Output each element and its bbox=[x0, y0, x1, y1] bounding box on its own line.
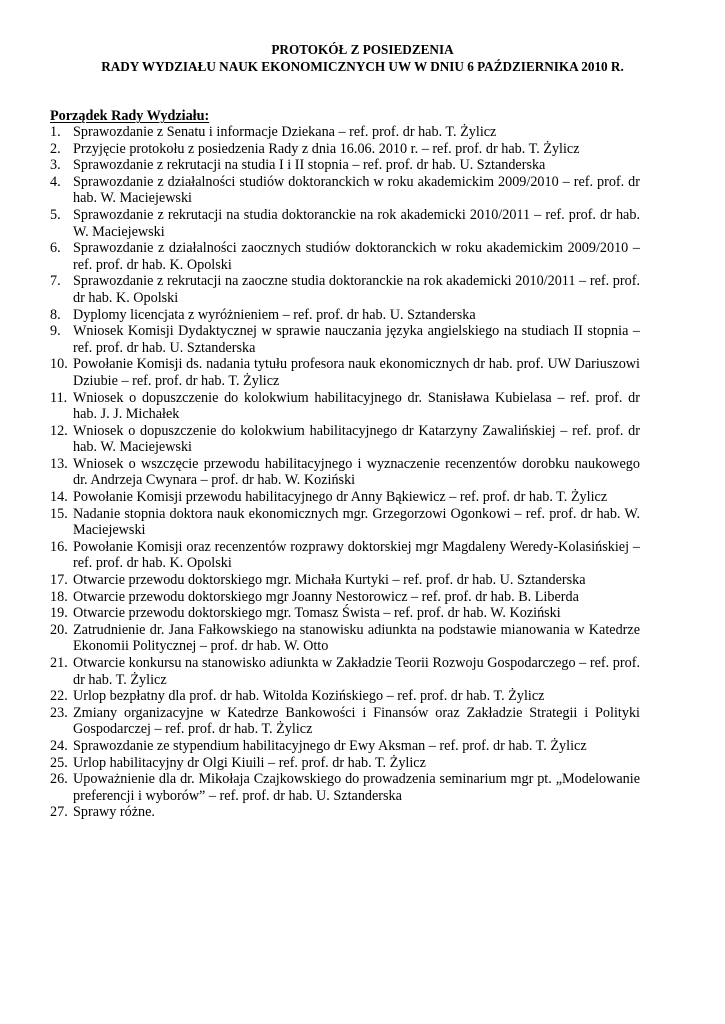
agenda-item-text: Dyplomy licencjata z wyróżnieniem – ref. prof. dr hab. U. Sztanderska bbox=[73, 306, 476, 323]
agenda-item-text: Sprawozdanie z Senatu i informacje Dziekana – ref. prof. dr hab. T. Żylicz bbox=[73, 124, 497, 140]
agenda-item bbox=[50, 539, 640, 572]
agenda-item-text: Otwarcie przewodu doktorskiego mgr. Tomasz Śwista – ref. prof. dr hab. W. Koziński bbox=[73, 605, 561, 622]
agenda-item bbox=[50, 157, 640, 174]
agenda-item-number: 12. bbox=[50, 422, 68, 439]
agenda-list bbox=[50, 124, 640, 821]
agenda-item-text: Wniosek Komisji Dydaktycznej w sprawie nauczania języka angielskiego na studiach II stopnia – ref. prof. dr hab. U. Sztanderska bbox=[73, 323, 640, 356]
agenda-item bbox=[50, 705, 640, 738]
agenda-item bbox=[50, 141, 640, 158]
agenda-item-text: Sprawozdanie z rekrutacji na zaoczne studia doktoranckie na rok akademicki 2010/2011 – ref. prof. dr hab. K. Opolski bbox=[73, 273, 640, 306]
agenda-item-text: Nadanie stopnia doktora nauk ekonomicznych mgr. Grzegorzowi Ogonkowi – ref. prof. dr hab. W. Maciejewski bbox=[73, 505, 640, 539]
agenda-item-number: 8. bbox=[50, 306, 61, 323]
agenda-item-text: Przyjęcie protokołu z posiedzenia Rady z dnia 16.06. 2010 r. – ref. prof. dr hab. T. Żylicz bbox=[73, 140, 580, 157]
agenda-item bbox=[50, 572, 640, 589]
agenda-item-text: Sprawy różne. bbox=[73, 804, 155, 821]
agenda-item-text: Urlop habilitacyjny dr Olgi Kiuili – ref. prof. dr hab. T. Żylicz bbox=[73, 754, 426, 771]
document-title-line-2: RADY WYDZIAŁU NAUK EKONOMICZNYCH UW W DNIU 6 PAŹDZIERNIKA 2010 R. bbox=[101, 59, 624, 74]
agenda-item-number: 25. bbox=[50, 754, 68, 771]
agenda-item-text: Powołanie Komisji oraz recenzentów rozprawy doktorskiej mgr Magdaleny Weredy-Kolasińskiej – ref. prof. dr hab. K. Opolski bbox=[73, 538, 640, 572]
agenda-item bbox=[50, 655, 640, 688]
agenda-item-number: 11. bbox=[50, 389, 68, 406]
agenda-item bbox=[50, 771, 640, 804]
agenda-item-text: Powołanie Komisji ds. nadania tytułu profesora nauk ekonomicznych dr hab. prof. UW Dariuszowi Dziubie – ref. prof. dr hab. T. Żylicz bbox=[73, 356, 640, 389]
agenda-item-number: 17. bbox=[50, 572, 68, 589]
agenda-item-text: Sprawozdanie ze stypendium habilitacyjnego dr Ewy Aksman – ref. prof. dr hab. T. Żylicz bbox=[73, 737, 587, 754]
agenda-item-number: 19. bbox=[50, 605, 68, 622]
agenda-item bbox=[50, 804, 640, 821]
agenda-item-number: 7. bbox=[50, 273, 61, 290]
agenda-item bbox=[50, 356, 640, 389]
agenda-item-text: Sprawozdanie z rekrutacji na studia doktoranckie na rok akademicki 2010/2011 – ref. prof. dr hab. W. Maciejewski bbox=[73, 206, 640, 240]
agenda-item-text: Wniosek o dopuszczenie do kolokwium habilitacyjnego dr. Stanisława Kubielasa – ref. prof. dr hab. J. J. Michałek bbox=[73, 389, 640, 423]
agenda-item-text: Zatrudnienie dr. Jana Fałkowskiego na stanowisku adiunkta na podstawie mianowania w Katedrze Ekonomii Politycznej – prof. dr hab. W. Otto bbox=[73, 621, 640, 655]
agenda-item bbox=[50, 738, 640, 755]
agenda-item-text: Sprawozdanie z rekrutacji na studia I i II stopnia – ref. prof. dr hab. U. Sztanderska bbox=[73, 157, 546, 174]
agenda-item bbox=[50, 273, 640, 306]
agenda-item bbox=[50, 506, 640, 539]
agenda-item-number: 10. bbox=[50, 356, 68, 373]
agenda-item-number: 27. bbox=[50, 804, 68, 821]
agenda-item bbox=[50, 307, 640, 324]
agenda-item-number: 9. bbox=[50, 323, 61, 340]
agenda-item-number: 23. bbox=[50, 704, 68, 721]
agenda-item-number: 18. bbox=[50, 588, 68, 605]
agenda-item bbox=[50, 589, 640, 606]
agenda-item bbox=[50, 390, 640, 423]
agenda-heading: Porządek Rady Wydziału: bbox=[50, 108, 210, 124]
agenda-item-number: 3. bbox=[50, 157, 61, 174]
agenda-item-text: Upoważnienie dla dr. Mikołaja Czajkowskiego do prowadzenia seminarium mgr pt. „Modelowanie preferencji i wyborów” – ref. prof. dr hab. U. Sztanderska bbox=[73, 771, 640, 804]
agenda-item-text: Powołanie Komisji przewodu habilitacyjnego dr Anny Bąkiewicz – ref. prof. dr hab. T. Żylicz bbox=[73, 489, 608, 506]
agenda-item-number: 6. bbox=[50, 240, 61, 257]
agenda-item-number: 26. bbox=[50, 771, 68, 788]
agenda-item bbox=[50, 688, 640, 705]
agenda-item-number: 15. bbox=[50, 505, 68, 522]
agenda-item bbox=[50, 456, 640, 489]
agenda-item bbox=[50, 323, 640, 356]
agenda-item bbox=[50, 124, 640, 141]
agenda-item-number: 5. bbox=[50, 206, 61, 223]
agenda-item-number: 4. bbox=[50, 173, 61, 190]
agenda-item-text: Wniosek o wszczęcie przewodu habilitacyjnego i wyznaczenie recenzentów dorobku naukowego dr. Andrzeja Cwynara – prof. dr hab. W. Koziński bbox=[73, 455, 640, 489]
agenda-item-number: 20. bbox=[50, 621, 68, 638]
agenda-item-text: Otwarcie konkursu na stanowisko adiunkta w Zakładzie Teorii Rozwoju Gospodarczego – ref. prof. dr hab. T. Żylicz bbox=[73, 655, 640, 688]
agenda-item-number: 24. bbox=[50, 737, 68, 754]
agenda-item-text: Zmiany organizacyjne w Katedrze Bankowości i Finansów oraz Zakładzie Strategii i Polityki Gospodarczej – ref. prof. dr hab. T. Żylicz bbox=[73, 704, 640, 738]
agenda-item-text: Sprawozdanie z działalności studiów doktoranckich w roku akademickim 2009/2010 – ref. prof. dr hab. W. Maciejewski bbox=[73, 173, 640, 207]
agenda-item-number: 16. bbox=[50, 538, 68, 555]
agenda-item-text: Urlop bezpłatny dla prof. dr hab. Witolda Kozińskiego – ref. prof. dr hab. T. Żylicz bbox=[73, 688, 545, 705]
agenda-item-number: 14. bbox=[50, 489, 68, 506]
agenda-item-number: 22. bbox=[50, 688, 68, 705]
agenda-item-number: 21. bbox=[50, 655, 68, 671]
agenda-item bbox=[50, 207, 640, 240]
agenda-item-number: 1. bbox=[50, 124, 61, 140]
agenda-item-text: Otwarcie przewodu doktorskiego mgr Joanny Nestorowicz – ref. prof. dr hab. B. Liberda bbox=[73, 588, 579, 605]
agenda-item bbox=[50, 605, 640, 622]
agenda-item bbox=[50, 240, 640, 273]
agenda-item bbox=[50, 755, 640, 772]
agenda-item bbox=[50, 174, 640, 207]
agenda-item-text: Sprawozdanie z działalności zaocznych studiów doktoranckich w roku akademickim 2009/2010 – ref. prof. dr hab. K. Opolski bbox=[73, 240, 640, 273]
agenda-item-text: Wniosek o dopuszczenie do kolokwium habilitacyjnego dr Katarzyny Zawalińskiej – ref. prof. dr hab. W. Maciejewski bbox=[73, 422, 640, 456]
agenda-item bbox=[50, 622, 640, 655]
agenda-item-text: Otwarcie przewodu doktorskiego mgr. Michała Kurtyki – ref. prof. dr hab. U. Sztanderska bbox=[73, 572, 586, 589]
agenda-item-number: 13. bbox=[50, 455, 68, 472]
document-title-line-1: PROTOKÓŁ Z POSIEDZENIA bbox=[271, 42, 454, 57]
agenda-item-number: 2. bbox=[50, 140, 61, 157]
agenda-item bbox=[50, 423, 640, 456]
agenda-item bbox=[50, 489, 640, 506]
